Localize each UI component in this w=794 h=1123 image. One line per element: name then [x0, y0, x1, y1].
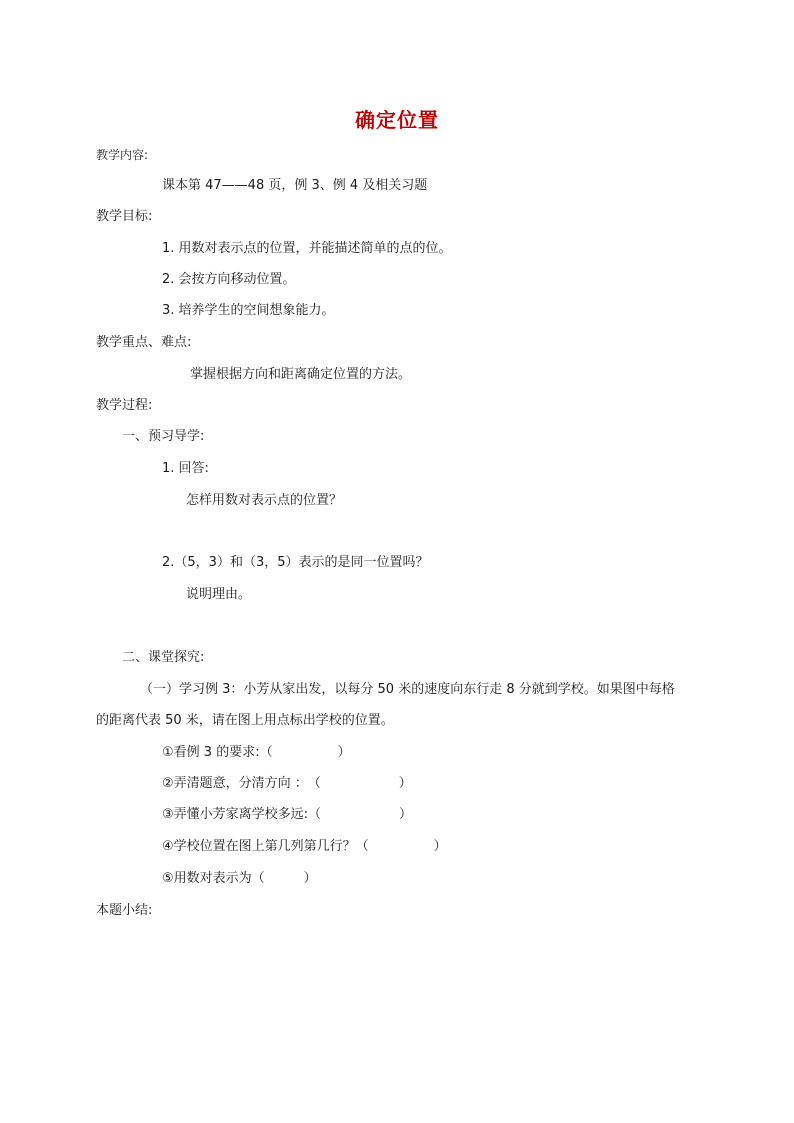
- page-title: 确定位置: [355, 108, 439, 132]
- goals-label: 教学目标:: [96, 209, 153, 224]
- goal-item-2: 2. 会按方向移动位置。: [162, 272, 296, 287]
- step-3: ③弄懂小芳家离学校多远:（ ）: [162, 807, 413, 822]
- example-line-2: 的距离代表 50 米，请在图上用点标出学校的位置。: [96, 713, 394, 728]
- goal-item-3: 3. 培养学生的空间想象能力。: [162, 303, 335, 318]
- key-points-label: 教学重点、难点:: [96, 335, 192, 350]
- part2-heading: 二、课堂探究:: [122, 650, 205, 665]
- step-1: ①看例 3 的要求:（ ）: [162, 745, 351, 760]
- example-line-1: （一）学习例 3：小芳从家出发，以每分 50 米的速度向东行走 8 分就到学校。如果图中每格: [140, 682, 675, 697]
- step-2: ②弄清题意，分清方向 ： （ ）: [162, 776, 412, 791]
- question-1-label: 1. 回答:: [162, 461, 209, 476]
- question-2-text: 2.（5，3）和（3，5）表示的是同一位置吗？: [162, 555, 429, 570]
- part1-heading: 一、预习导学:: [122, 429, 205, 444]
- content-text: 课本第 47——48 页，例 3、例 4 及相关习题: [162, 178, 428, 193]
- question-1-text: 怎样用数对表示点的位置？: [186, 493, 343, 508]
- step-4: ④学校位置在图上第几列第几行？（ ）: [162, 839, 447, 854]
- summary-label: 本题小结:: [96, 903, 153, 918]
- question-2-sub: 说明理由。: [186, 587, 252, 602]
- process-label: 教学过程:: [96, 398, 153, 413]
- key-points-text: 掌握根据方向和距离确定位置的方法。: [190, 367, 412, 382]
- goal-item-1: 1. 用数对表示点的位置，并能描述简单的点的位。: [162, 241, 452, 256]
- step-5: ⑤用数对表示为（ ）: [162, 871, 317, 886]
- content-label: 教学内容:: [96, 148, 149, 162]
